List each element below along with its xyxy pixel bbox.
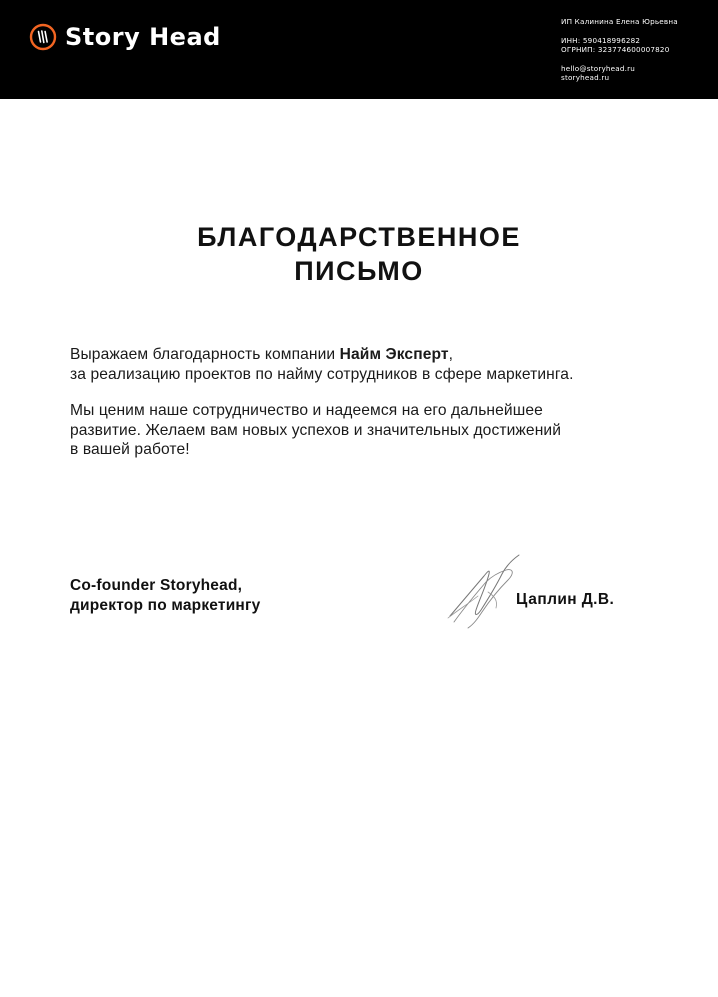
ogrnip-number: ОГРНИП: 323774600007820 — [561, 45, 670, 54]
company-contacts — [561, 17, 678, 83]
brand-name: Story Head — [65, 23, 221, 51]
role-line-2: директор по маркетингу — [70, 597, 261, 614]
signer-role — [70, 576, 260, 616]
p2-line-1: Мы ценим наше сотрудничество и надеемся на его дальнейшее — [70, 402, 543, 419]
recipient-company: Найм Эксперт — [339, 346, 449, 363]
wishes-paragraph — [70, 401, 670, 460]
letter-title-line-1: БЛАГОДАРСТВЕННОЕ — [197, 222, 521, 252]
inn-number: ИНН: 590418996282 — [561, 35, 641, 45]
p1-line-2: за реализацию проектов по найму сотрудников в сфере маркетинга. — [70, 365, 574, 383]
letter-title — [0, 220, 718, 288]
handwritten-signature — [444, 552, 526, 630]
contact-website: storyhead.ru — [561, 73, 610, 82]
letterhead-header — [0, 0, 718, 99]
gratitude-paragraph — [70, 345, 670, 384]
letter-title-line-2: ПИСЬМО — [294, 256, 424, 286]
contact-email: hello@storyhead.ru — [561, 63, 636, 73]
company-name: ИП Калинина Елена Юрьевна — [561, 17, 678, 26]
p1-text-after: , — [448, 346, 454, 363]
p2-line-3: в вашей работе! — [70, 441, 190, 458]
signer-name: Цаплин Д.В. — [516, 591, 615, 608]
p2-line-2: развитие. Желаем вам новых успехов и значительных достижений — [70, 421, 562, 439]
brand-logo — [29, 23, 221, 51]
role-line-1: Co-founder Storyhead, — [70, 577, 243, 594]
story-head-logo-icon — [29, 23, 57, 51]
p1-text-before: Выражаем благодарность компании — [70, 346, 340, 363]
